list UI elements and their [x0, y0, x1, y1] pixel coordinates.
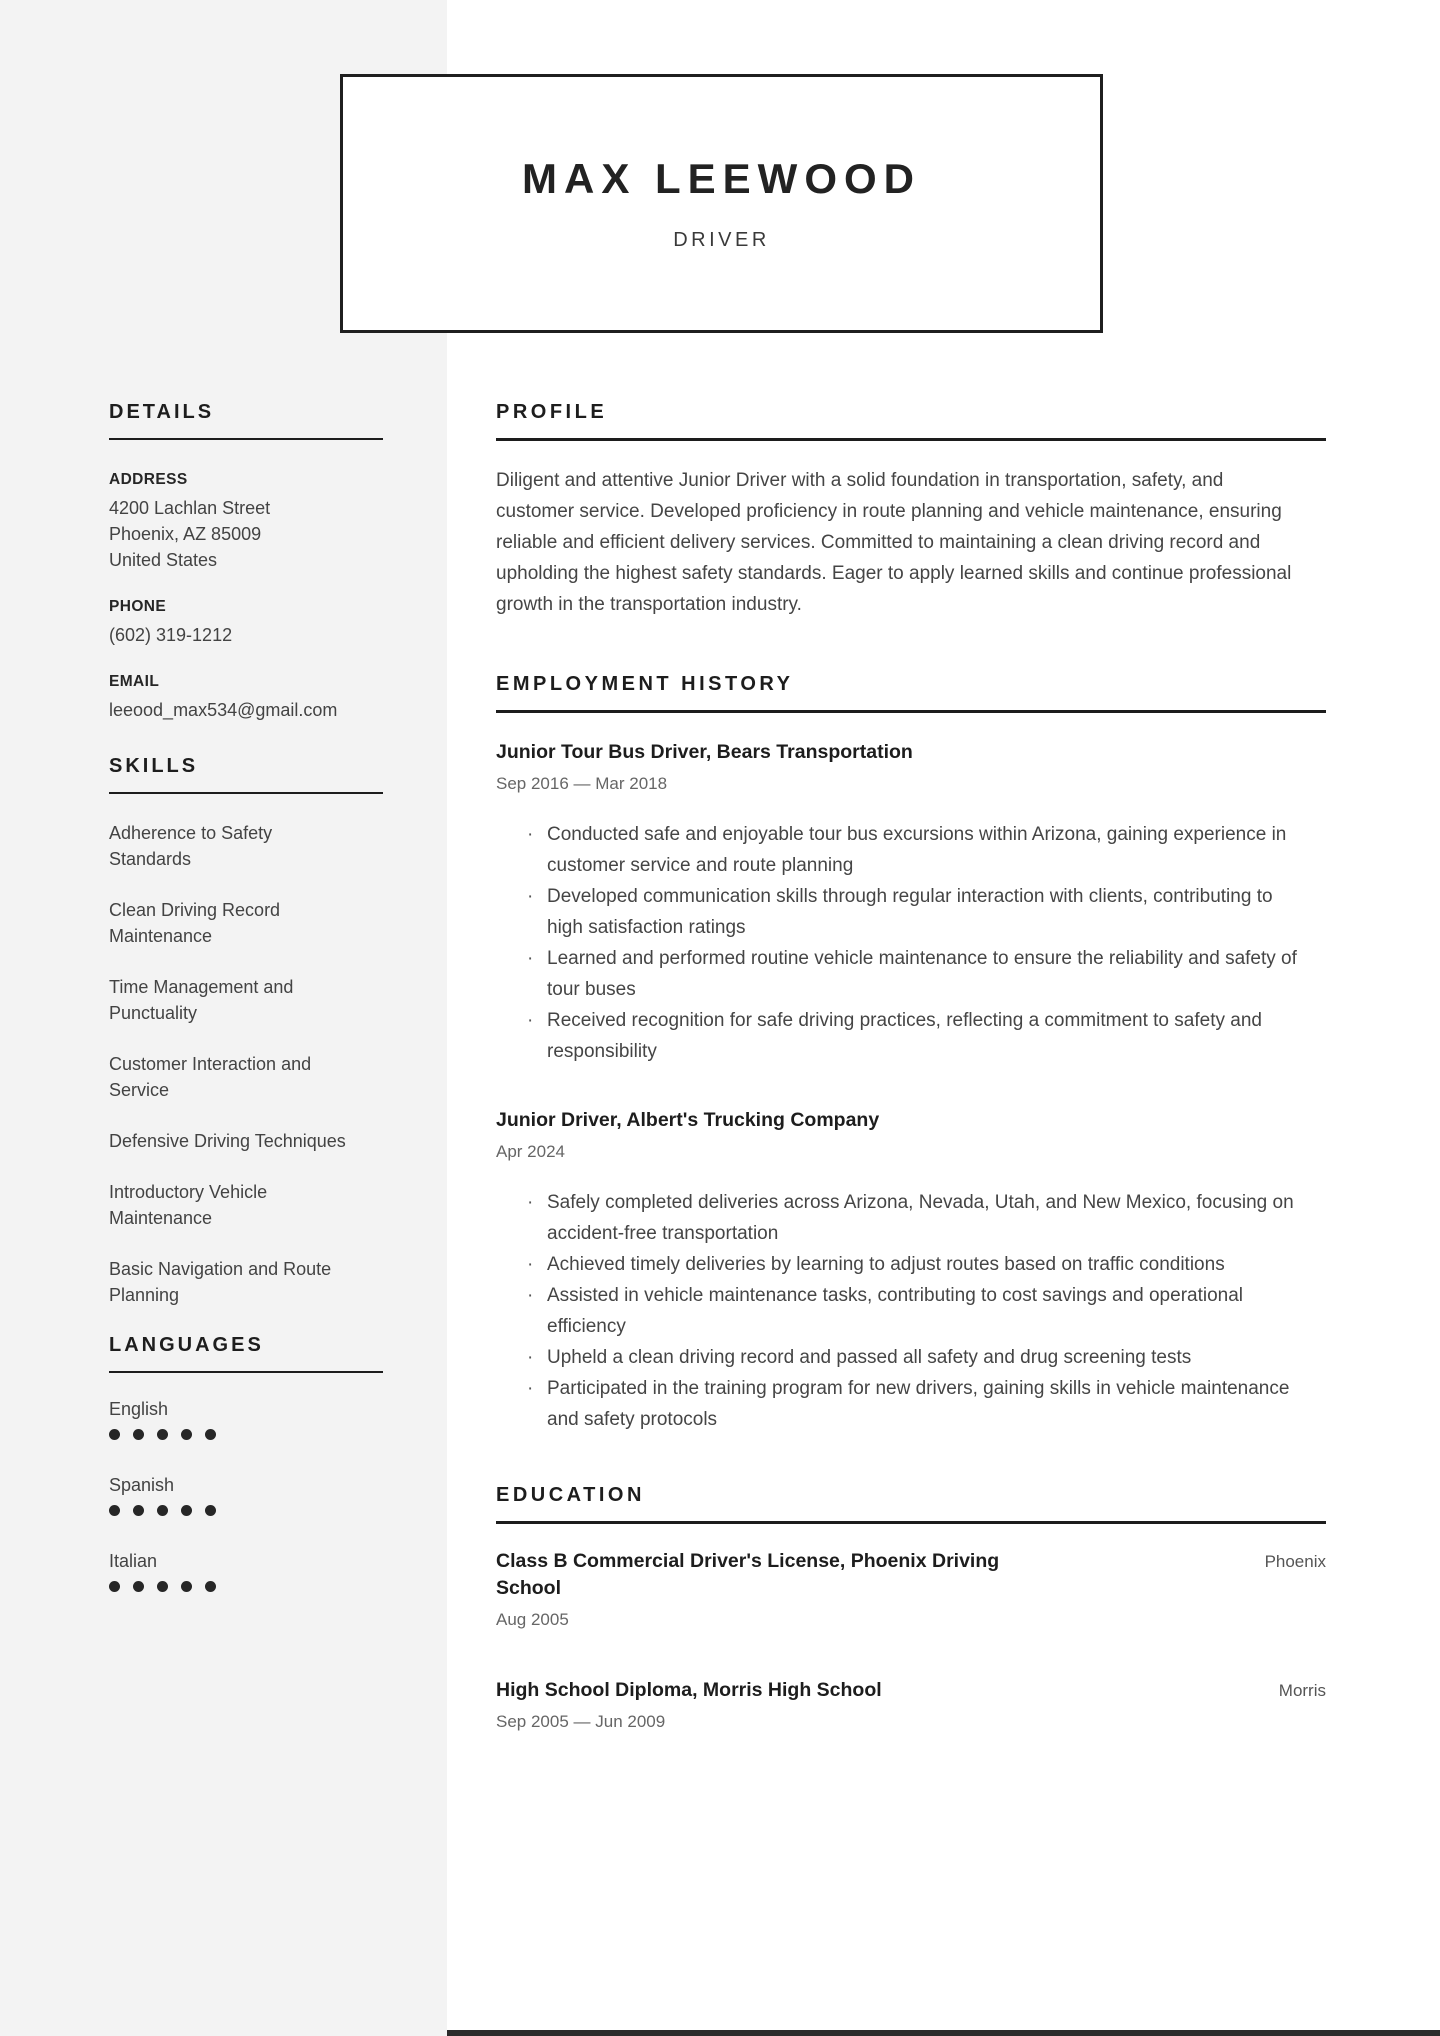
education-entry	[496, 1548, 1326, 1633]
job-entry	[496, 739, 1326, 1067]
education-title-row	[496, 1677, 1326, 1704]
address-line: Phoenix, AZ 85009	[109, 524, 262, 544]
employment-rule	[496, 710, 1326, 713]
bullet-glyph: ·	[527, 948, 534, 969]
profile-section	[496, 400, 1326, 620]
language-dot	[109, 1429, 120, 1440]
address-value	[109, 495, 359, 573]
email-label: EMAIL	[109, 673, 160, 690]
languages-heading: LANGUAGES	[109, 1334, 264, 1356]
bullet-text: Conducted safe and enjoyable tour bus excursions within Arizona, gaining experience in customer service and route planning	[547, 824, 1287, 876]
skill-item: Customer Interaction and Service	[109, 1054, 312, 1100]
languages-rule	[109, 1371, 383, 1373]
page-break-strip	[447, 2030, 1440, 2036]
phone-value: (602) 319-1212	[109, 625, 233, 645]
education-location: Phoenix	[1264, 1552, 1326, 1571]
education-location: Morris	[1278, 1681, 1326, 1700]
employment-heading: EMPLOYMENT HISTORY	[496, 673, 794, 695]
skill-item: Defensive Driving Techniques	[109, 1131, 346, 1151]
candidate-name: MAX LEEWOOD	[522, 155, 921, 202]
bullet-glyph: ·	[527, 1192, 534, 1213]
education-section	[496, 1483, 1326, 1735]
languages-section	[109, 1333, 359, 1593]
skills-section	[109, 754, 359, 1308]
language-dot	[181, 1505, 192, 1516]
profile-rule	[496, 438, 1326, 441]
bullet-glyph: ·	[527, 1347, 534, 1368]
language-level-indicator	[109, 1429, 359, 1441]
language-name: English	[109, 1399, 169, 1419]
details-heading: DETAILS	[109, 401, 215, 423]
skills-rule	[109, 792, 383, 794]
skills-list	[109, 820, 359, 1308]
bullet-glyph: ·	[527, 1010, 534, 1031]
bullet-text: Upheld a clean driving record and passed all safety and drug screening tests	[547, 1347, 1192, 1368]
email-value: leeood_max534@gmail.com	[109, 700, 338, 720]
bullet-glyph: ·	[527, 1254, 534, 1275]
bullet-item	[496, 1280, 1326, 1342]
bullet-text: Assisted in vehicle maintenance tasks, contributing to cost savings and operational efficiency	[547, 1285, 1244, 1337]
language-dot	[205, 1505, 216, 1516]
job-dates: Apr 2024	[496, 1142, 565, 1161]
education-entry	[496, 1677, 1326, 1735]
language-item	[109, 1397, 359, 1441]
job-bullet-list	[496, 819, 1326, 1067]
language-dot	[133, 1429, 144, 1440]
address-label: ADDRESS	[109, 471, 188, 488]
job-title: Junior Tour Bus Driver, Bears Transportation	[496, 741, 913, 763]
job-title: Junior Driver, Albert's Trucking Company	[496, 1109, 880, 1131]
language-dot	[205, 1429, 216, 1440]
job-bullet-list	[496, 1187, 1326, 1435]
language-dot	[157, 1581, 168, 1592]
language-dot	[181, 1581, 192, 1592]
language-dot	[181, 1429, 192, 1440]
language-dot	[157, 1429, 168, 1440]
details-section	[109, 400, 359, 723]
education-dates: Aug 2005	[496, 1610, 569, 1629]
employment-section	[496, 672, 1326, 1435]
profile-text: Diligent and attentive Junior Driver with a solid foundation in transportation, safety, and customer service. Developed proficiency in route planning and vehicle maintenance, ensuring reliable and efficient delivery services. Committed to maintaining a clean driving record and upholding the highest safety standards. Eager to apply learned skills and continue professional growth in the transportation industry.	[496, 470, 1292, 615]
education-title-row	[496, 1548, 1326, 1602]
bullet-item	[496, 1249, 1326, 1280]
bullet-text: Participated in the training program for new drivers, gaining skills in vehicle maintenance and safety protocols	[547, 1378, 1290, 1430]
profile-heading: PROFILE	[496, 401, 608, 423]
skills-heading: SKILLS	[109, 755, 199, 777]
details-rule	[109, 438, 383, 440]
candidate-job-title: DRIVER	[673, 229, 770, 251]
bullet-glyph: ·	[527, 824, 534, 845]
address-line: United States	[109, 550, 218, 570]
header-name-box	[340, 74, 1103, 333]
language-dot	[109, 1581, 120, 1592]
language-item	[109, 1473, 359, 1517]
education-rule	[496, 1521, 1326, 1524]
bullet-glyph: ·	[527, 1285, 534, 1306]
bullet-item	[496, 1342, 1326, 1373]
bullet-item	[496, 1005, 1326, 1067]
language-dot	[133, 1581, 144, 1592]
bullet-item	[496, 943, 1326, 1005]
job-entry	[496, 1107, 1326, 1435]
bullet-text: Received recognition for safe driving practices, reflecting a commitment to safety and responsibility	[547, 1010, 1262, 1062]
phone-label: PHONE	[109, 598, 167, 615]
language-dot	[157, 1505, 168, 1516]
bullet-item	[496, 1187, 1326, 1249]
bullet-glyph: ·	[527, 886, 534, 907]
skill-item: Introductory Vehicle Maintenance	[109, 1182, 268, 1228]
skill-item: Basic Navigation and Route Planning	[109, 1259, 332, 1305]
bullet-glyph: ·	[527, 1378, 534, 1399]
language-dot	[109, 1505, 120, 1516]
language-name: Italian	[109, 1551, 158, 1571]
bullet-text: Developed communication skills through regular interaction with clients, contributing to high satisfaction ratings	[547, 886, 1273, 938]
education-heading: EDUCATION	[496, 1484, 645, 1506]
bullet-item	[496, 819, 1326, 881]
education-title: Class B Commercial Driver's License, Phoenix Driving School	[496, 1550, 1000, 1599]
sidebar	[109, 400, 359, 1625]
bullet-item	[496, 881, 1326, 943]
language-name: Spanish	[109, 1475, 175, 1495]
job-dates: Sep 2016 — Mar 2018	[496, 774, 668, 793]
language-item	[109, 1549, 359, 1593]
bullet-item	[496, 1373, 1326, 1435]
education-title: High School Diploma, Morris High School	[496, 1679, 882, 1701]
language-level-indicator	[109, 1581, 359, 1593]
address-line: 4200 Lachlan Street	[109, 498, 271, 518]
education-dates: Sep 2005 — Jun 2009	[496, 1712, 666, 1731]
bullet-text: Achieved timely deliveries by learning to adjust routes based on traffic conditions	[547, 1254, 1225, 1275]
skill-item: Time Management and Punctuality	[109, 977, 294, 1023]
language-level-indicator	[109, 1505, 359, 1517]
bullet-text: Learned and performed routine vehicle maintenance to ensure the reliability and safety of tour buses	[547, 948, 1297, 1000]
skill-item: Clean Driving Record Maintenance	[109, 900, 281, 946]
main-column	[496, 400, 1326, 1735]
language-dot	[205, 1581, 216, 1592]
bullet-text: Safely completed deliveries across Arizona, Nevada, Utah, and New Mexico, focusing on accident-free transportation	[547, 1192, 1294, 1244]
skill-item: Adherence to Safety Standards	[109, 823, 273, 869]
languages-list	[109, 1397, 359, 1593]
language-dot	[133, 1505, 144, 1516]
